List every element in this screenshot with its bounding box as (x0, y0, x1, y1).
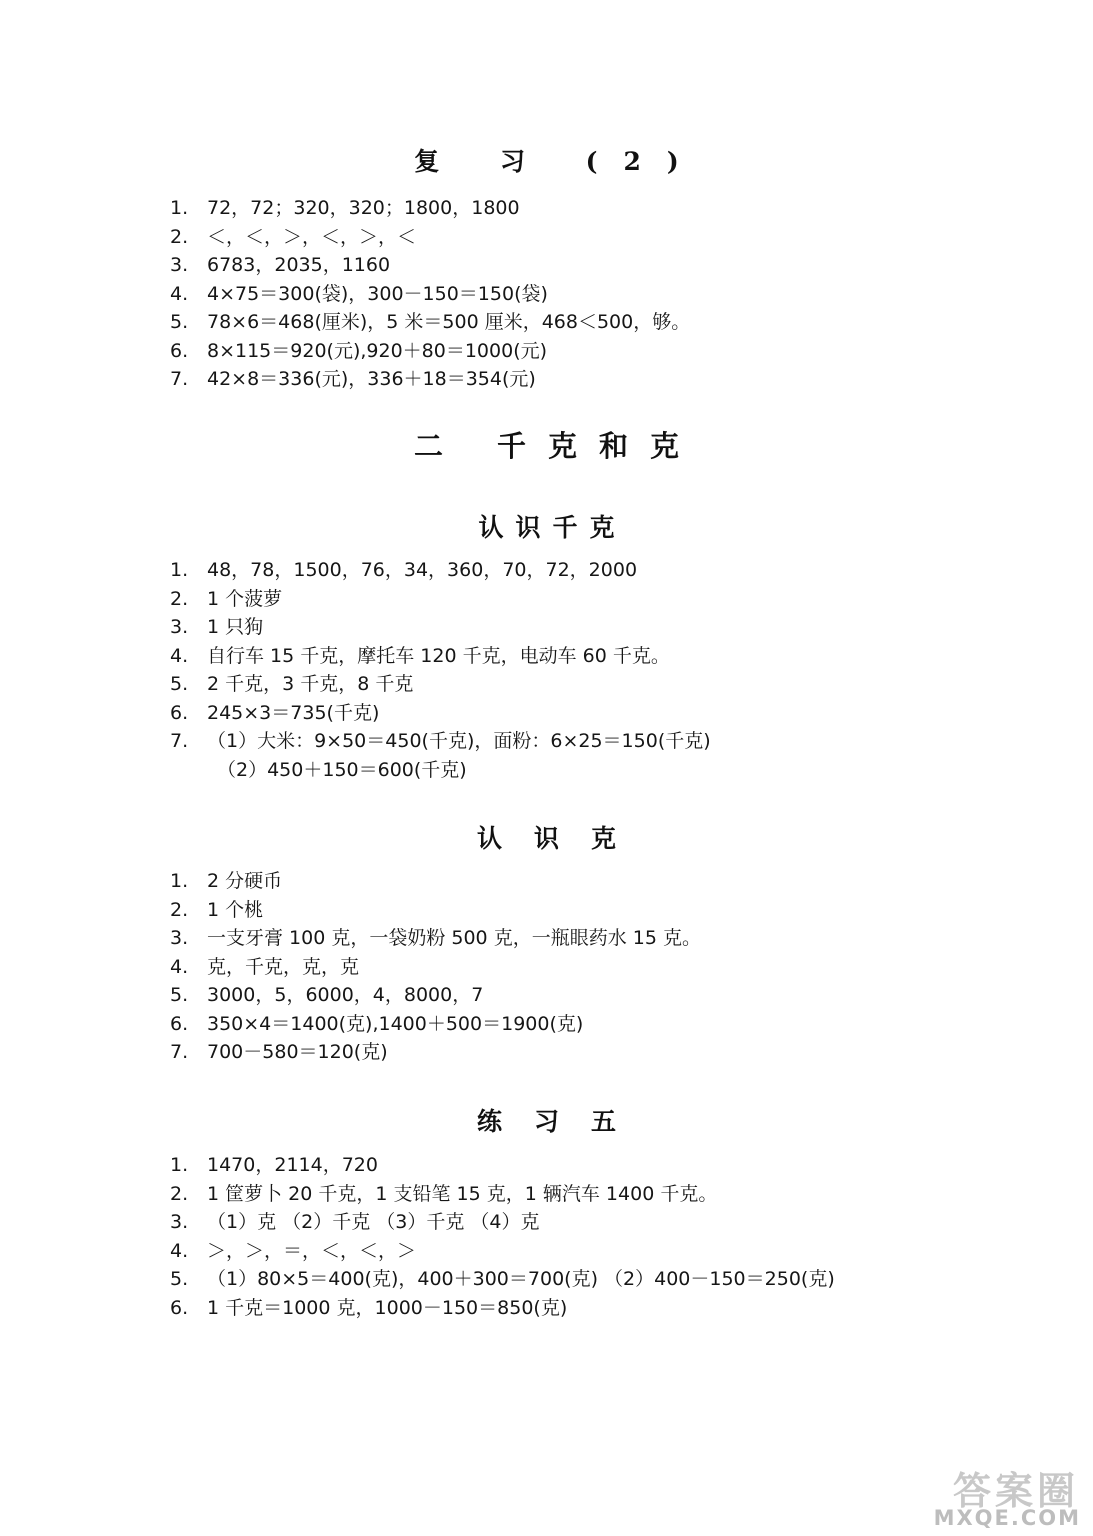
item-text: 4×75＝300(袋)，300－150＝150(袋) (207, 282, 548, 305)
item-number: 4. (170, 644, 189, 667)
item-text: 1470，2114，720 (207, 1154, 378, 1176)
item-number: 5. (170, 984, 189, 1006)
watermark-logo-text: 答案圈 (952, 1469, 1079, 1513)
item-number: 1. (170, 559, 189, 581)
answer-line (170, 670, 1030, 699)
answer-line (170, 642, 1030, 671)
item-number: 5. (170, 311, 189, 333)
item-text: ＜，＜，＞，＜，＞，＜ (207, 225, 417, 248)
item-text: 42×8＝336(元)，336＋18＝354(元) (207, 368, 536, 390)
item-text: （1）80×5＝400(克)，400＋300＝700(克) （2）400－150＝250(克) (207, 1268, 835, 1290)
answer-line (170, 727, 1030, 756)
answer-line (170, 1265, 1030, 1294)
item-text: 8×115＝920(元),920＋80＝1000(元) (207, 339, 548, 362)
item-number: 3. (170, 254, 189, 276)
answer-line (170, 1038, 1030, 1067)
item-text: ＞，＞，＝，＜，＜，＞ (207, 1239, 417, 1262)
item-number: 4. (170, 1239, 189, 1262)
answer-line (170, 585, 1030, 614)
gram-answers (170, 867, 1030, 1067)
review-2-answers (170, 194, 1030, 394)
answer-line (170, 867, 1030, 896)
answer-line (170, 613, 1030, 642)
answer-line (170, 1180, 1030, 1209)
item-number: 6. (170, 339, 189, 362)
section-title-review-2: 复 习 (2) (414, 147, 705, 176)
item-number: 1. (170, 870, 189, 892)
item-text: 3000，5，6000，4，8000，7 (207, 984, 484, 1006)
item-text: 72，72；320，320；1800，1800 (207, 197, 520, 219)
item-text: 245×3＝735(千克) (207, 701, 380, 724)
item-text: 克，千克，克，克 (207, 955, 360, 978)
item-text: 6783，2035，1160 (207, 254, 391, 276)
exercise-5-answers (170, 1151, 1030, 1322)
item-number: 3. (170, 927, 189, 949)
item-number: 2. (170, 898, 189, 921)
section-title-kilogram: 认识千克 (478, 513, 627, 542)
item-text: 2 千克，3 千克，8 千克 (207, 673, 414, 695)
item-text: 350×4＝1400(克),1400＋500＝1900(克) (207, 1012, 584, 1035)
item-text: 1 筐萝卜 20 千克，1 支铅笔 15 克，1 辆汽车 1400 千克。 (207, 1182, 718, 1205)
answer-line (170, 365, 1030, 394)
chapter-title: 二 千克和克 (413, 429, 702, 463)
answer-line (170, 280, 1030, 309)
item-number: 4. (170, 955, 189, 978)
item-text: 一支牙膏 100 克，一袋奶粉 500 克，一瓶眼药水 15 克。 (207, 927, 701, 949)
answer-line (170, 556, 1030, 585)
answer-line (170, 251, 1030, 280)
item-number: 6. (170, 701, 189, 724)
item-text: 2 分硬币 (207, 870, 283, 892)
item-number: 2. (170, 1182, 189, 1205)
kilogram-answers (170, 556, 1030, 784)
item-text: 78×6＝468(厘米)，5 米＝500 厘米，468＜500，够。 (207, 311, 691, 333)
answer-line (170, 896, 1030, 925)
item-number: 4. (170, 282, 189, 305)
item-text: 1 个菠萝 (207, 587, 283, 610)
item-text: （2）450＋150＝600(千克) (217, 758, 467, 781)
item-number: 6. (170, 1296, 189, 1319)
item-text: 1 千克＝1000 克，1000－150＝850(克) (207, 1296, 568, 1319)
item-number: 3. (170, 1211, 189, 1233)
item-text: 自行车 15 千克，摩托车 120 千克，电动车 60 千克。 (207, 644, 670, 667)
answer-line (170, 981, 1030, 1010)
answer-line (170, 1010, 1030, 1039)
answer-line (170, 223, 1030, 252)
section-title-exercise-5: 练习五 (476, 1107, 648, 1136)
item-number: 7. (170, 368, 189, 390)
answer-line (170, 308, 1030, 337)
item-text: 48，78，1500，76，34，360，70，72，2000 (207, 559, 638, 581)
item-text: （1）克 （2）千克 （3）千克 （4）克 (207, 1211, 540, 1233)
watermark-logo (905, 1460, 1085, 1530)
watermark-domain: MXQE.COM (933, 1506, 1081, 1530)
item-text: （1）大米：9×50＝450(千克)，面粉：6×25＝150(千克) (207, 730, 711, 752)
answer-line (170, 924, 1030, 953)
answer-line (170, 1294, 1030, 1323)
answer-line (170, 699, 1030, 728)
answer-line (170, 1237, 1030, 1266)
item-number: 3. (170, 616, 189, 638)
item-number: 7. (170, 1041, 189, 1063)
item-number: 2. (170, 225, 189, 248)
answer-line-continued (170, 756, 1030, 785)
answer-line (170, 1208, 1030, 1237)
item-number: 1. (170, 197, 189, 219)
item-number: 7. (170, 730, 189, 752)
answer-line (170, 337, 1030, 366)
item-number: 1. (170, 1154, 189, 1176)
answer-line (170, 1151, 1030, 1180)
section-title-gram: 认识克 (476, 824, 648, 853)
item-number: 5. (170, 1268, 189, 1290)
item-number: 2. (170, 587, 189, 610)
item-text: 1 只狗 (207, 616, 264, 638)
item-number: 5. (170, 673, 189, 695)
item-text: 1 个桃 (207, 898, 264, 921)
answer-line (170, 953, 1030, 982)
item-number: 6. (170, 1012, 189, 1035)
item-text: 700－580＝120(克) (207, 1041, 388, 1063)
answer-line (170, 194, 1030, 223)
